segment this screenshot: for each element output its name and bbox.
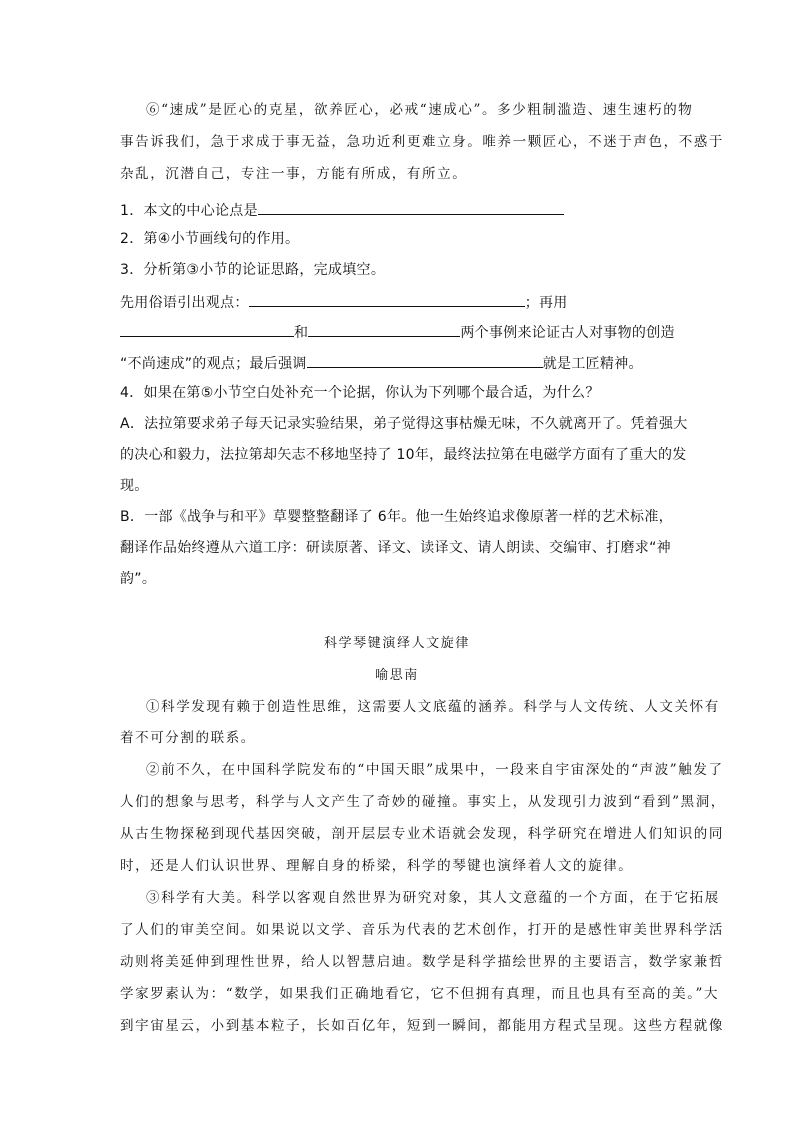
passage1-p6-line2: 事告诉我们，急于求成于事无益，急功近利更难立身。唯养一颗匠心，不迷于声色，不惑于 (120, 134, 724, 150)
option-a-line3: 现。 (120, 478, 149, 494)
passage2-p3-line4: 学家罗素认为：“数学，如果我们正确地看它，它不但拥有真理，而且也具有至高的美。”大 (120, 986, 720, 1002)
question-1 (120, 199, 564, 221)
q3-fill-f: 就是工匠精神。 (542, 356, 643, 372)
option-b-line1: B．一部《战争与和平》草婴整整翻译了 6年。他一生始终追求像原著一样的艺术标准， (120, 509, 673, 525)
answer-blank-3a[interactable] (249, 291, 525, 307)
option-b-line3: 韵”。 (120, 571, 157, 587)
question-2: 2．第④小节画线句的作用。 (120, 231, 300, 247)
answer-blank-3c[interactable] (308, 321, 460, 337)
passage2-p2-line2: 人们的想象与思考，科学与人文产生了奇妙的碰撞。事实上，从发现引力波到“看到”黑洞， (120, 794, 726, 810)
passage1-p6-line3: 杂乱，沉潜自己，专注一事，方能有所成，有所立。 (120, 166, 468, 182)
passage2-author: 喻思南 (375, 668, 419, 683)
question-3-fill-line3 (120, 352, 643, 374)
passage2-p3-line1: ③科学有大美。科学以客观自然世界为研究对象，其人文意蕴的一个方面，在于它拓展 (146, 890, 720, 906)
question-3: 3．分析第③小节的论证思路，完成填空。 (120, 262, 386, 278)
q3-fill-d: 两个事例来论证古人对事物的创造 (460, 325, 675, 341)
question-1-text: 1．本文的中心论点是 (120, 203, 258, 219)
passage2-p3-line2: 了人们的审美空间。如果说以文学、音乐为代表的艺术创作，打开的是感性审美世界科学活 (120, 922, 724, 938)
passage1-p6-line1: ⑥“速成”是匠心的克星，欲养匠心，必戒“速成心”。多少粗制滥造、速生速朽的物 (146, 102, 694, 118)
question-3-fill-line1 (120, 291, 568, 313)
passage2-p1-line1: ①科学发现有赖于创造性思维，这需要人文底蕴的涵养。科学与人文传统、人文关怀有 (146, 699, 720, 715)
answer-blank-3b[interactable] (120, 321, 294, 337)
option-a-line1: A．法拉第要求弟子每天记录实验结果，弟子觉得这事枯燥无味，不久就离开了。凭着强大 (120, 416, 688, 432)
option-b-line2: 翻译作品始终遵从六道工序：研读原著、译文、读译文、请人朗读、交编审、打磨求“神 (120, 540, 671, 556)
q3-fill-e: “不尚速成”的观点；最后强调 (120, 356, 307, 372)
passage2-p3-line5: 到宇宙星云，小到基本粒子，长如百亿年，短到一瞬间，都能用方程式呈现。这些方程就像 (120, 1018, 724, 1034)
passage2-p3-line3: 动则将美延伸到理性世界，给人以智慧启迪。数学是科学描绘世界的主要语言，数学家兼哲 (120, 954, 724, 970)
option-a-line2: 的决心和毅力，法拉第却矢志不移地坚持了 10年，最终法拉第在电磁学方面有了重大的发 (120, 447, 687, 463)
passage2-p2-line1: ②前不久，在中国科学院发布的“中国天眼”成果中，一段来自宇宙深处的“声波”触发了 (146, 762, 724, 778)
question-3-fill-line2 (120, 321, 675, 343)
passage2-title: 科学琴键演绎人文旋律 (323, 636, 470, 651)
q3-fill-c: 和 (294, 325, 309, 341)
passage2-p2-line3: 从古生物探秘到现代基因突破，剖开层层专业术语就会发现，科学研究在增进人们知识的同 (120, 826, 724, 842)
answer-blank-1[interactable] (258, 199, 564, 215)
passage2-p2-line4: 时，还是人们认识世界、理解自身的桥梁，科学的琴键也演绎着人文的旋律。 (120, 858, 634, 874)
q3-fill-a: 先用俗语引出观点： (120, 295, 249, 311)
passage2-p1-line2: 着不可分割的联系。 (120, 730, 256, 746)
q3-fill-b: ；再用 (524, 295, 568, 311)
question-4: 4．如果在第⑤小节空白处补充一个论据，你认为下列哪个最合适，为什么？ (120, 385, 600, 401)
answer-blank-3d[interactable] (307, 352, 543, 368)
